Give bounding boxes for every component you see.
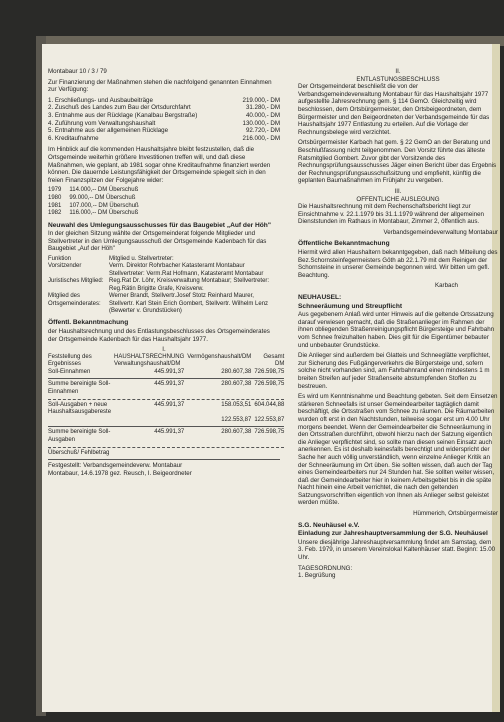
ausl-title: OFFENTLICHE AUSLEGUNG xyxy=(356,195,440,203)
neu-text-1: Aus gegebenem Anlaß wird unter Hinweis auf die geltende Ortssatzung darauf verwiesen gemacht, daß die Straßenanlieger im Rahmen der ihnen obliegenden Straßenreinigungspflicht Bürgersteige und Fahrbahn vom Schnee freizuhalten haben. Dies gilt für die Eigentümer bebauter und unbebauter Grundstücke. xyxy=(298,311,495,349)
list-item: 4. Zuführung vom Verwaltungshaushalt 130.000,- DM xyxy=(48,119,280,127)
list-item: 1. Erschließungs- und Ausbaubeiträge 219.000,- DM xyxy=(48,96,280,104)
table-row: 1980 99.000,-- DM Überschuß xyxy=(48,194,136,201)
umleg-text: In der gleichen Sitzung wählte der Ortsgemeinderat folgende Mitglieder und Stellvertreter in den Umlegungsausschuß der Ortsgemeinde Kadenbach für das Baugebiet „Auf der Höh" xyxy=(48,230,267,253)
list-item: 3. Entnahme aus der Rücklage (Kanalbau Bergstraße) 40.000,- DM xyxy=(48,111,280,119)
list-item: 6. Kreditaufnahme 216.000,- DM xyxy=(48,134,280,142)
table-row: Mitglied des Ortsgemeinderates: Werner Brandt, Stellvertr.Josef Stotz Reinhard Maurer, Stellvertr. Karl Stein Erich Gombert, Stellvertr. Wilhelm Lenz (Bewerter v. Grundstücken) xyxy=(48,293,269,314)
sg-agenda-item: 1. Begrüßung xyxy=(298,572,336,580)
table-row: Juristisches Mitglied: Reg.Rat Dr. Löhr, Kreisverwaltung Montabaur; Stellvertreter: Reg.Rätin Brigitte Grafe, Kreisverw. xyxy=(48,278,270,292)
list-item: 5. Entnahme aus der allgemeinen Rücklage 92.720,- DM xyxy=(48,127,280,135)
footer-line-2: Montabaur, 14.6.1978 gez. Reusch, I. Beigeordneter xyxy=(48,469,192,477)
neu-title: NEUHAUSEL: xyxy=(298,294,342,302)
table-row: 1979 114.000,-- DM Überschuß xyxy=(48,187,139,194)
umleg-title: Neuwahl des Umlegungsausschusses für das Baugebiet „Auf der Höh" xyxy=(48,221,271,229)
neu-text-2: Die Anlieger sind außerdem bei Glatteis und Schneeglätte verpflichtet, zur Sicherung des Fußgängerverkehrs die Bürgersteige und, sofern solche nicht vorhanden sind, am Fahrbahnrand einen mindestens 1 m breiten Streifen auf jeder Straßenseite abstumpfenden Stoffen zu bestreuen. xyxy=(298,352,491,390)
neu-sign: Hümmerich, Ortsbürgermeister xyxy=(413,510,498,518)
intro-text: Zur Finanzierung der Maßnahmen stehen die nachfolgend genannten Einnahmen zur Verfügung: xyxy=(48,78,272,94)
schorn-title: Öffentliche Bekanntmachung xyxy=(298,240,390,248)
table-row: Funktion Mitglied u. Stellvertreter: xyxy=(48,256,174,263)
right-column xyxy=(298,68,498,580)
left-column xyxy=(48,68,285,477)
neu-subtitle: Schneeräumung und Streupflicht xyxy=(298,302,403,310)
roman-two: II. xyxy=(395,68,401,75)
entl-title: ENTLASTUNGSBESCHLUSS xyxy=(356,75,440,83)
neu-text-3: Es wird um Kenntnisnahme und Beachtung gebeten. Seit dem Einsetzen stärkeren Schneefalls ist unser Gemeindearbeiter tagtäglich damit beschäftigt, die Ortsstraßen vom Schnee zu räumen. Die Räumarbeiten wurden oft erst in den Nachtstunden, teilweise sogar erst um 4.00 Uhr morgens beendet. Wenn der Gemeindearbeiter die Schneeräumung in den Ortsstraßen durchführt, obwohl hierzu nach der Satzung eigentlich die Anlieger verpflichtet sind, so sollte man diesen seinen Einsatz auch anerkennen. Es ist deshalb keinesfalls berechtigt und widerspricht der Sache her auch völlig unverständlich, wenn einzelne Anlieger Kritik an der Schneeräumung im Ort üben. Sie sollten wissen, daß auch der Tag eines Gemeindearbeiters nur 24 Stunden hat. Sie sollten weiter wissen, daß der Gemeindearbeiter hier in keinem Arbeitsgebiet bis in die späte Nacht hinein eine Arbeit verrichtet, die nach den geltenden Satzungsvorschriften eigentlich von Ihnen als Anlieger selbst geleistet werden müßte. xyxy=(298,393,498,507)
schorn-sign: Karbach xyxy=(434,282,458,290)
bekannt-title: Öffentl. Bekanntmachung xyxy=(48,319,129,327)
table-row: Soll-Einnahmen 445.991,37 280.607,38 726.598,75 xyxy=(48,368,285,375)
bekannt-text: der Haushaltsrechnung und des Entlastungsbeschlusses des Ortsgemeinderates der Ortsgemeinde Kadenbach für das Haushaltsjahr 1977. xyxy=(48,327,270,343)
surplus-table xyxy=(48,187,147,217)
sg-text: Unsere diesjährige Jahreshauptversammlung findet am Samstag, dem 3. Feb. 1979, in unserem Vereinslokal Kaltenhäuser statt. Beginn: 15.00 Uhr. xyxy=(298,538,496,562)
table-row: Soll-Ausgaben + neue Haushaltsausgabereste 445.991,37 158.053,51 604.044,88 xyxy=(48,401,285,416)
finance-table xyxy=(48,354,287,458)
table-row: 1981 107.000,-- DM Überschuß xyxy=(48,202,139,209)
table-row: 1982 116.000,-- DM Überschuß xyxy=(48,210,139,217)
footer-line-1: Festgestellt: Verbandsgemeindeverw. Montabaur xyxy=(48,462,183,470)
list-item: 2. Zuschuß des Landes zum Bau der Ortsdurchfahrt 31.280,- DM xyxy=(48,104,280,112)
entl-text-1: Der Ortsgemeinderat beschließt die von der Verbandsgemeindeverwaltung Montabaur für das Haushaltsjahr 1977 aufgestellte Jahresrechnung gem. § 114 GemO. Gleichzeitig wird beschlossen, dem Ortsbürgermeister, den Ortsbeigeordneten, dem Bürgermeister und den Beigeordneten der Verbandsgemeinde für das Haushaltsjahr 1977 Entlastung zu erteilen. Auf die Vorlage der Rechnungsbelege wird verzichtet. xyxy=(298,83,490,136)
table-row: Summe bereinigte Soll-Einnahmen 445.991,37 280.607,38 726.598,75 xyxy=(48,381,285,396)
members-table xyxy=(48,256,280,315)
sg-subtitle: Einladung zur Jahreshauptversammlung der S.G. Neuhäusel xyxy=(298,530,488,538)
sg-agenda-label: TAGESORDNUNG: xyxy=(298,564,353,572)
schorn-text: Hiermit wird allen Haushaltern bekanntgegeben, daß nach Mitteilung des Bez.Schornsteinfegermeisters Göth ab 22.1.79 mit dem Reinigen der Schornsteine in unserer Gemeinde begonnen wird. Wir bitten um gefl. Beachtung. xyxy=(298,249,498,279)
roman-one: I. xyxy=(162,346,166,354)
roman-three: III. xyxy=(394,187,402,195)
ausl-sign: Verbandsgemeindeverwaltung Montabaur xyxy=(383,228,498,236)
sg-title: S.G. Neuhäusel e.V. xyxy=(298,521,360,529)
table-row: Feststellung des Ergebnisses HAUSHALTSRECHNUNG Verwaltungshaushalt/DM Vermögenshaushalt/DM Gesamt DM xyxy=(48,353,285,368)
credit-text: Im Hinblick auf die kommenden Haushaltsjahre bleibt festzustellen, daß die Ortsgemeinde weiterhin größere Investitionen treffen will, und daß diese Maßnahmen, wie geplant, ab 1981 sogar ohne Kreditaufnahme finanziert werden können. Die dauernde Leistungsfähigkeit der Ortsgemeinde spiegelt sich in den freien Finanzspitzen der Folgejahre wider: xyxy=(48,146,271,184)
entl-text-2: Ortsbürgermeister Karbach hat gem. § 22 GemO an der Beratung und Beschlußfassung nicht teilgenommen. Den Vorsitz führte das älteste Ratsmitglied Gombert. Zuvor gibt der Vorsitzende des Rechnungsprüfungsausschusses Jäger einen Bericht über das Ergebnis der Rechnungsprüfungsausschußsitzung und empfiehlt, künftig die geplanten Baumaßnahmen im Frühjahr zu vergeben. xyxy=(298,139,497,185)
table-row: 122.553,87 122.553,87 xyxy=(221,416,285,423)
income-list xyxy=(48,97,280,143)
header-date: Montabaur 10 / 3 / 79 xyxy=(48,68,107,75)
table-row: Summe bereinigte Soll-Ausgaben 445.991,37 280.607,38 726.598,75 xyxy=(48,429,285,444)
table-row: Vorsitzender Verm. Direktor Rohrbacher Katasteramt Montabaur Stellvertreter: Verm.Rat Hofmann, Katasteramt Montabaur xyxy=(48,263,264,277)
table-row: Überschuß/ Fehlbetrag xyxy=(48,449,110,456)
ausl-text: Die Haushaltsrechnung mit dem Rechenschaftsbericht liegt zur Einsichtnahme v. 22.1.1979 bis 31.1.1979 während der allgemeinen Dienststunden im Rathaus in Montabaur, Zimmer 2, öffentlich aus. xyxy=(298,203,484,226)
